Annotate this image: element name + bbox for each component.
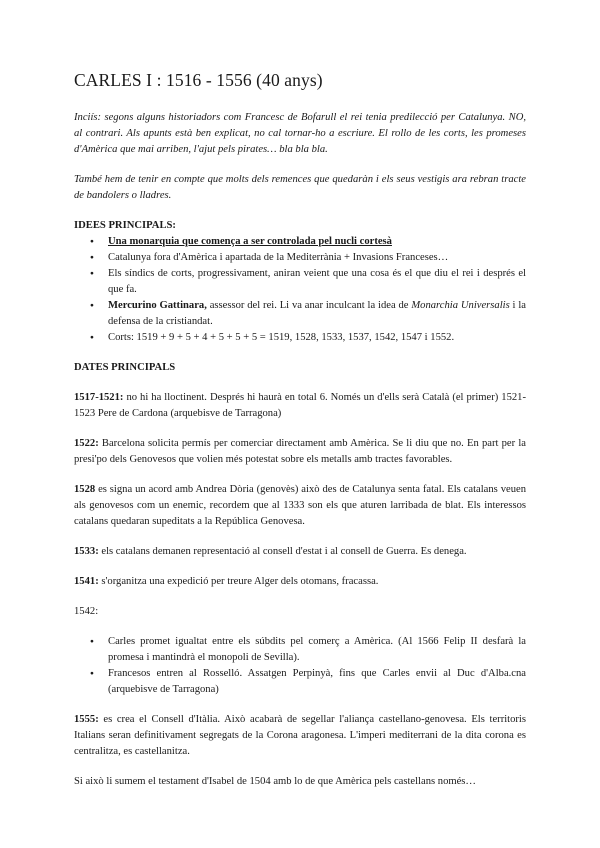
date-entry: [74, 574, 526, 590]
idea-name: Mercurino Gattinara,: [108, 300, 207, 311]
date-entry: [74, 604, 526, 620]
idea-text: i la defensa de la cristiandat.: [108, 300, 526, 327]
list-item: ● Corts: 1519 + 9 + 5 + 4 + 5 + 5 + 5 = 1519, 1528, 1533, 1537, 1542, 1547 i 1552.: [108, 330, 526, 346]
idea-text: assessor del rei. Li va anar inculcant la idea de: [206, 300, 412, 311]
date-year: 1533:: [74, 546, 99, 557]
date-entry: [74, 712, 526, 760]
date-text: s'organitza una expedició per treure Alger dels otomans, fracassa.: [98, 576, 379, 587]
date-entry: [74, 436, 526, 468]
document-page: [74, 70, 526, 790]
date-year: 1528: [74, 484, 96, 495]
date-entry: [74, 482, 526, 530]
list-item: [108, 234, 526, 250]
date-text: es signa un acord amb Andrea Dòria (genovès) això des de Catalunya senta fatal. Els catalans veuen als genovesos com un enemic, recordem que al 1333 son els que aturen larribada de blat. Els interessos catalans quedaran supeditats a la República Genovesa.: [74, 484, 526, 527]
closing-paragraph: Si això li sumem el testament d'Isabel de 1504 amb lo de que Amèrica pels castellans només…: [74, 776, 477, 787]
date-text: Barcelona solicita permís per comerciar directament amb Amèrica. Se li diu que no. En part per la presi'po dels Genovesos que volien més potestat sobre els metalls amb tractes favorables.: [74, 438, 526, 465]
date-text: no hi ha lloctinent. Després hi haurà en total 6. Només un d'ells serà Català (el primer) 1521-1523 Pere de Cardona (arquebisve de Tarragona): [74, 392, 526, 419]
idea-emphasis: Monarchia Universalis: [411, 300, 510, 311]
list-item: [108, 298, 526, 330]
date-year: 1542:: [74, 606, 99, 617]
list-item: ● Els síndics de corts, progressivament, aniran veient que una cosa és el que diu el rei i després el que fa.: [108, 266, 526, 298]
date-text: els catalans demanen representació al consell d'estat i al consell de Guerra. Es denega.: [98, 546, 467, 557]
document-title: CARLES I : 1516 - 1556 (40 anys): [74, 70, 323, 90]
idea-text: Una monarquia que comença a ser controlada pel nucli cortesà: [108, 236, 392, 247]
date-1542-list: [74, 634, 526, 698]
date-year: 1541:: [74, 576, 99, 587]
list-item: ● Francesos entren al Rosselló. Assatgen Perpinyà, fins que Carles envii al Duc d'Alba.cna (arquebisve de Tarragona): [108, 666, 526, 698]
date-text: es crea el Consell d'Itàlia. Això acabarà de segellar l'aliança castellano-genovesa. Els territoris Italians seran definitivament segregats de la Corona aragonesa. L'imperi mediterrani de la dita corona es centralitza, es castellanitza.: [74, 714, 526, 757]
date-year: 1555:: [74, 714, 99, 725]
date-entry: [74, 544, 526, 560]
date-entry: [74, 390, 526, 422]
date-year: 1517-1521:: [74, 392, 124, 403]
ideas-heading: IDEES PRINCIPALS:: [74, 220, 176, 231]
dates-heading: DATES PRINCIPALS: [74, 362, 176, 373]
intro-paragraph: Inciís: segons alguns historiadors com Francesc de Bofarull el rei tenia predilecció per Catalunya. NO, al contrari. Als apunts està ben explicat, no cal tornar-ho a escriure. El rollo de les corts, les promeses d'Amèrica que mai arriben, l'ajut pels pirates… bla bla bla.: [74, 112, 526, 155]
intro-paragraph-2: També hem de tenir en compte que molts dels remences que quedaràn i els seus vestigis ara rebran tracte de bandolers o lladres.: [74, 174, 526, 201]
list-item: ● Catalunya fora d'Amèrica i apartada de la Mediterrània + Invasions Franceses…: [108, 250, 526, 266]
list-item: ● Carles promet igualtat entre els súbdits pel comerç a Amèrica. (Al 1566 Felip II desfarà la promesa i mantindrà el monopoli de Sevilla).: [108, 634, 526, 666]
date-year: 1522:: [74, 438, 99, 449]
ideas-list: [74, 234, 526, 346]
